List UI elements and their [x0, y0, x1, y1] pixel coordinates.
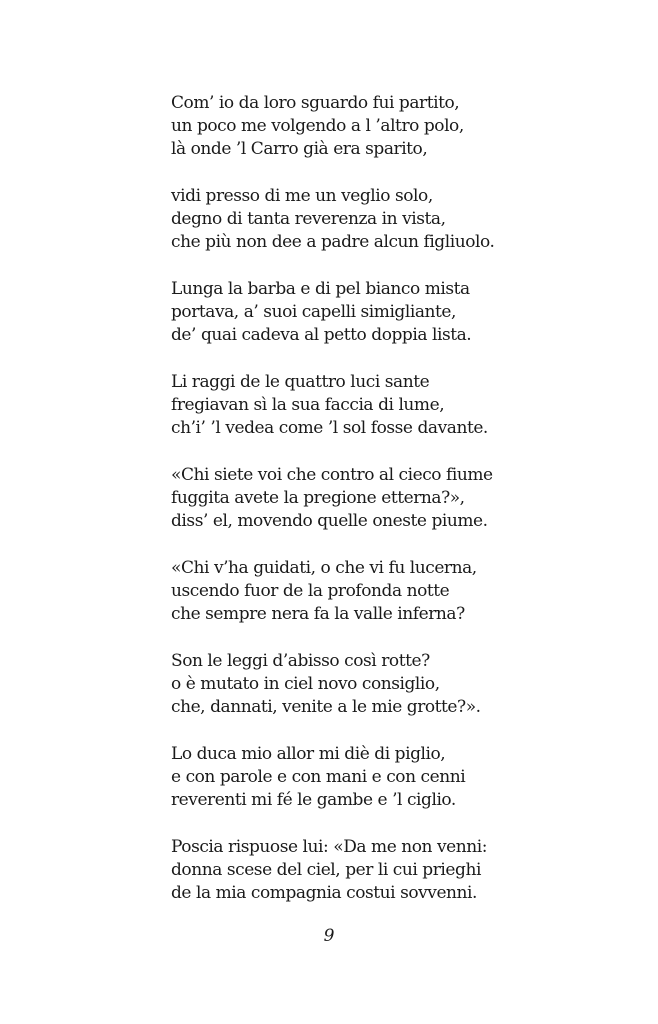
- page-number: 9: [323, 926, 335, 946]
- verse-line: che, dannati, venite a le mie grotte?».: [171, 697, 481, 717]
- stanza: [171, 278, 611, 347]
- verse-line: che più non dee a padre alcun figliuolo.: [171, 232, 495, 252]
- verse-line: fregiavan sì la sua faccia di lume,: [171, 395, 445, 415]
- verse-line: e con parole e con mani e con cenni: [171, 767, 466, 787]
- verse-line: «Chi siete voi che contro al cieco fiume: [171, 465, 493, 485]
- stanza: [171, 371, 611, 440]
- verse-line: diss’ el, movendo quelle oneste piume.: [171, 511, 488, 531]
- verse-line: vidi presso di me un veglio solo,: [171, 186, 433, 206]
- verse-line: uscendo fuor de la profonda notte: [171, 581, 450, 601]
- verse-line: Poscia rispuose lui: «Da me non venni:: [171, 837, 488, 857]
- verse-line: ch’i’ ’l vedea come ’l sol fosse davante.: [171, 418, 488, 438]
- stanza: [171, 557, 611, 626]
- verse-line: Li raggi de le quattro luci sante: [171, 372, 430, 392]
- stanza: [171, 464, 611, 533]
- stanza: [171, 92, 611, 161]
- verse-line: «Chi v’ha guidati, o che vi fu lucerna,: [171, 558, 477, 578]
- verse-line: o è mutato in ciel novo consiglio,: [171, 674, 440, 694]
- stanza: [171, 650, 611, 719]
- verse-line: fuggita avete la pregione etterna?»,: [171, 488, 465, 508]
- verse-line: Son le leggi d’abisso così rotte?: [171, 651, 430, 671]
- stanza: [171, 185, 611, 254]
- verse-line: là onde ’l Carro già era sparito,: [171, 139, 428, 159]
- poem-text: [171, 92, 611, 929]
- verse-line: Lo duca mio allor mi diè di piglio,: [171, 744, 446, 764]
- stanza: [171, 836, 611, 905]
- verse-line: de la mia compagnia costui sovvenni.: [171, 883, 477, 903]
- verse-line: Com’ io da loro sguardo fui partito,: [171, 93, 460, 113]
- verse-line: Lunga la barba e di pel bianco mista: [171, 279, 470, 299]
- verse-line: de’ quai cadeva al petto doppia lista.: [171, 325, 472, 345]
- verse-line: portava, a’ suoi capelli simigliante,: [171, 302, 456, 322]
- stanza: [171, 743, 611, 812]
- verse-line: reverenti mi fé le gambe e ’l ciglio.: [171, 790, 456, 810]
- verse-line: degno di tanta reverenza in vista,: [171, 209, 446, 229]
- verse-line: un poco me volgendo a l ’altro polo,: [171, 116, 464, 136]
- verse-line: donna scese del ciel, per li cui prieghi: [171, 860, 481, 880]
- verse-line: che sempre nera fa la valle inferna?: [171, 604, 465, 624]
